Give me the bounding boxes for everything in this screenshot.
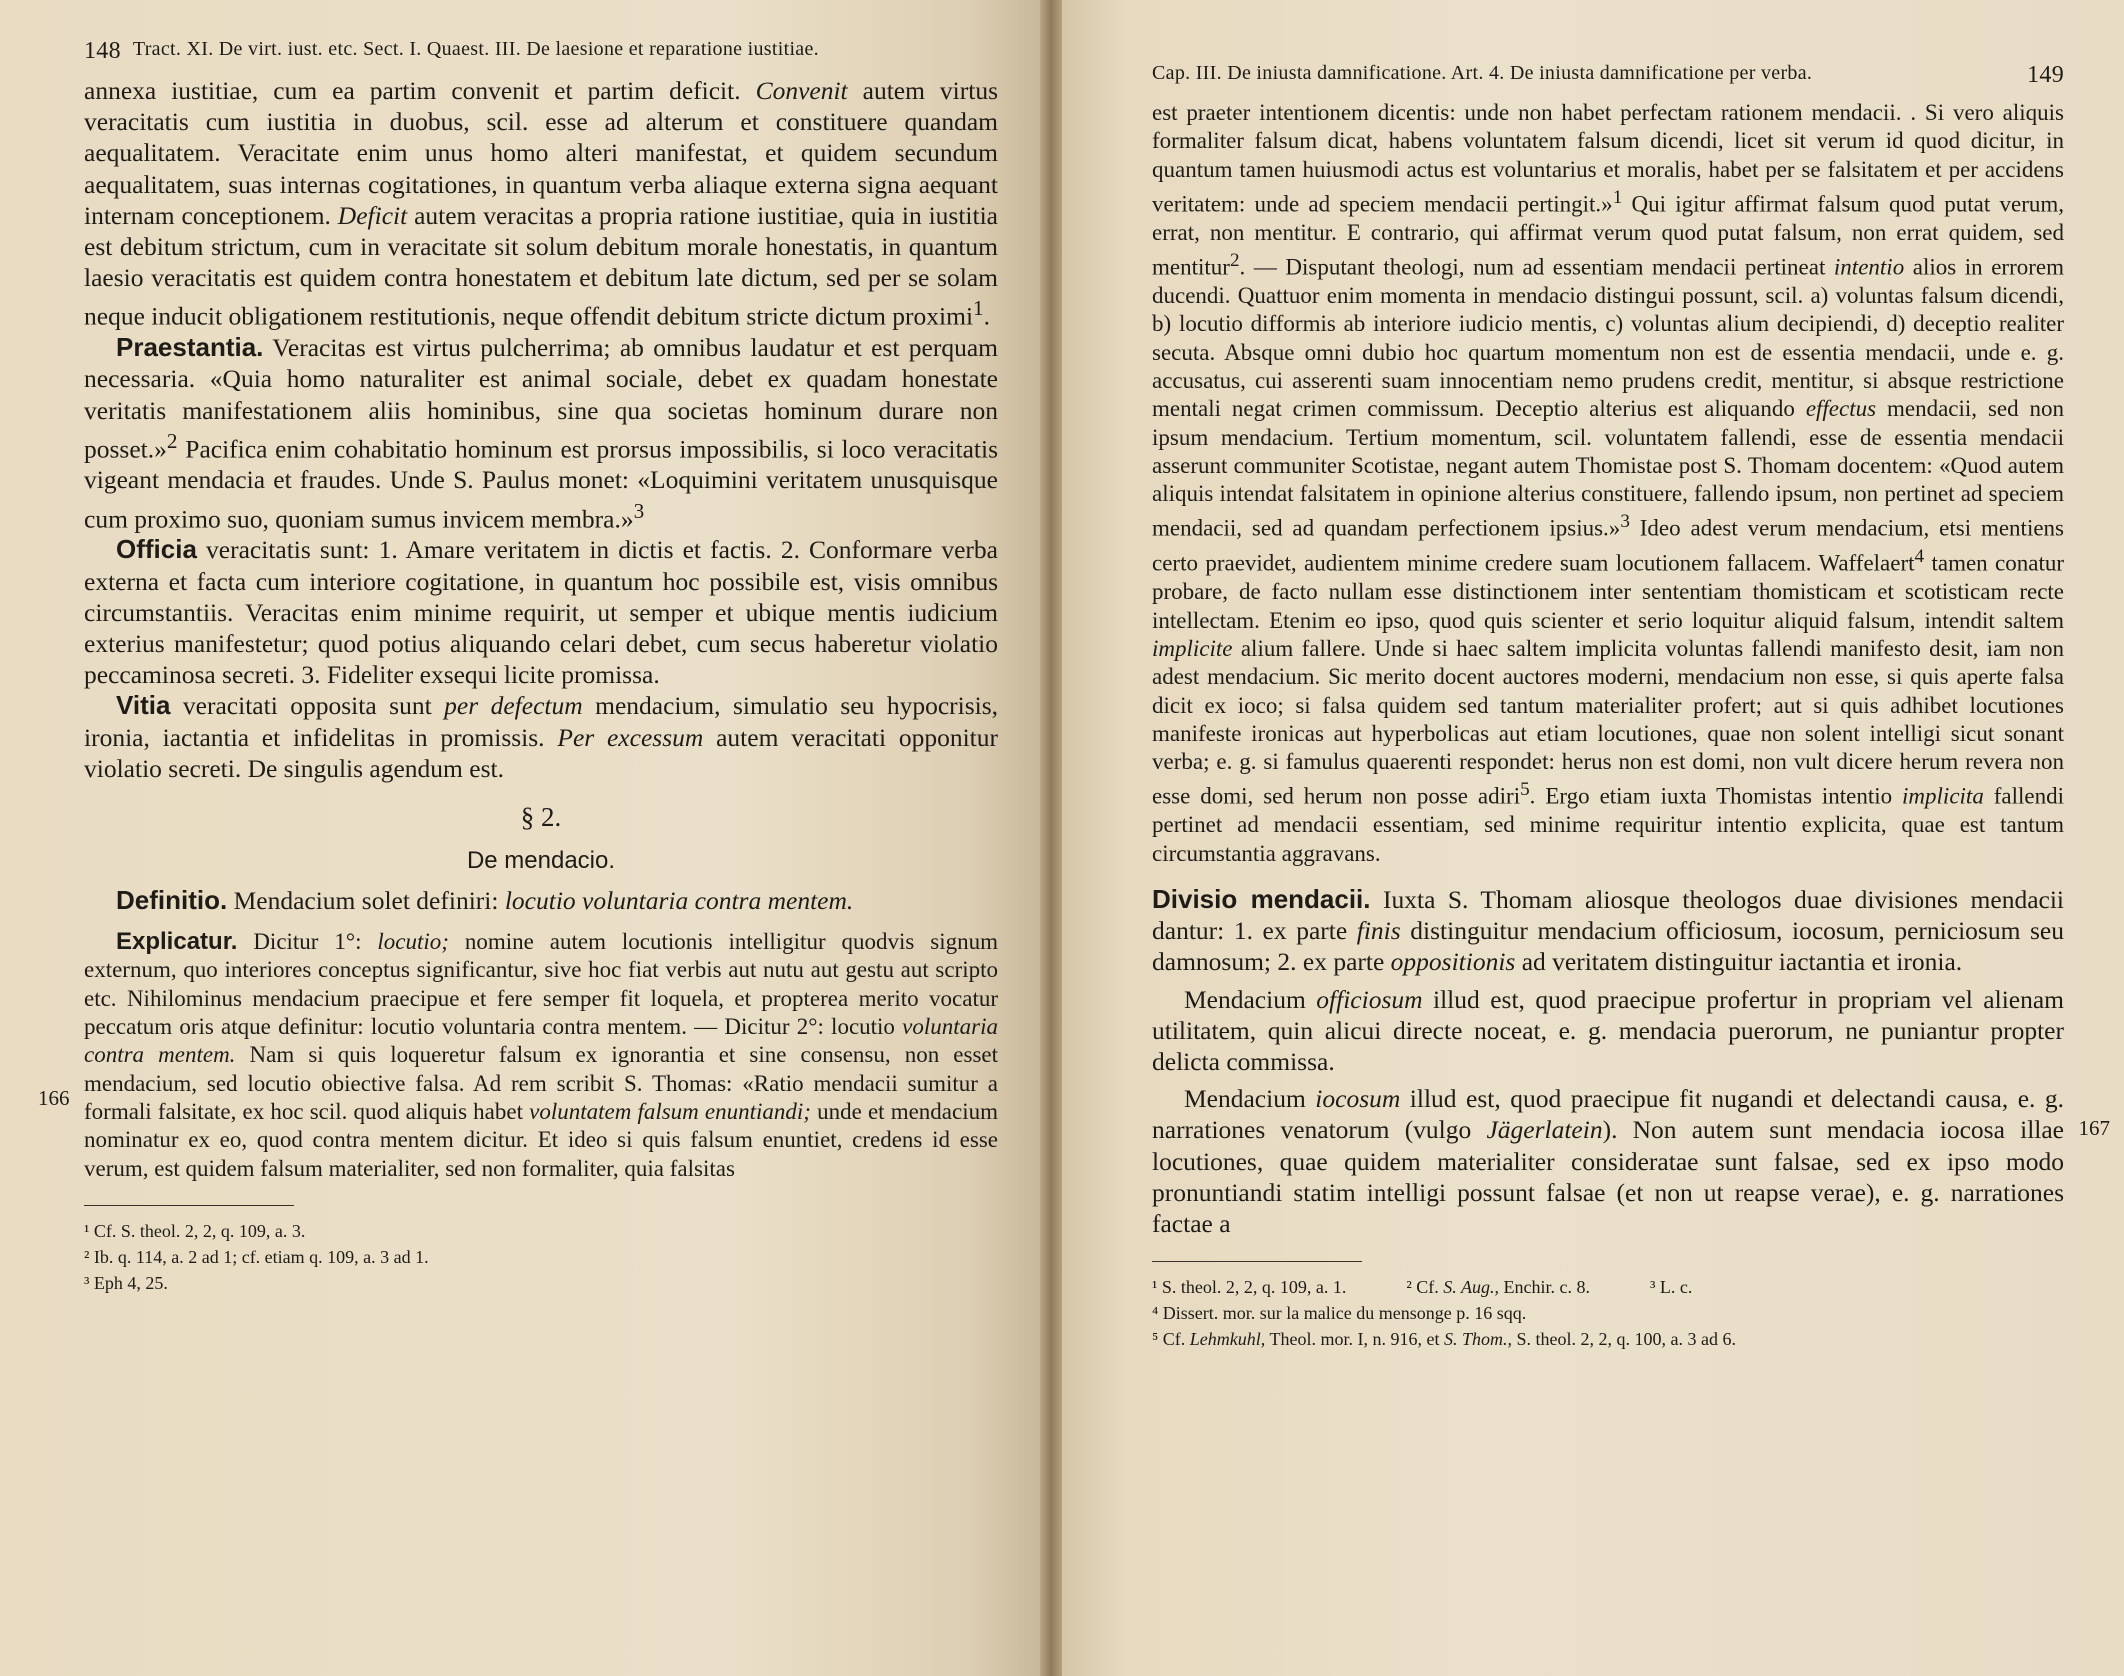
- right-page-number: 149: [2027, 62, 2064, 88]
- divisio-heading: Divisio mendacii.: [1152, 884, 1371, 914]
- right-continuation: [1152, 99, 2064, 868]
- praestantia-heading: Praestantia.: [116, 332, 264, 363]
- left-running-head-text: Tract. XI. De virt. iust. etc. Sect. I. Quaest. III. De laesione et reparatione iustitiae.: [132, 38, 819, 60]
- right-footnotes: [1152, 1274, 2064, 1352]
- footnote-ref: 1: [973, 296, 984, 321]
- footnote-row: [1152, 1274, 2064, 1300]
- footnote-ref: 1: [1612, 186, 1623, 208]
- right-margin-number: 167: [2078, 1116, 2110, 1140]
- footnote-ref: 2: [166, 428, 178, 453]
- footnote-ref: 5: [1520, 779, 1530, 801]
- footnote: ³ Eph 4, 25.: [84, 1272, 168, 1293]
- left-running-head: [84, 38, 998, 65]
- book-gutter: [1040, 0, 1062, 1676]
- definitio-paragraph: Definitio. Mendacium solet definiri: locutio voluntaria contra mentem.: [116, 884, 854, 915]
- officia-heading: Officia: [116, 534, 197, 565]
- definitio-heading: Definitio.: [116, 884, 228, 915]
- footnote: ³ L. c.: [1649, 1277, 1693, 1298]
- iocosum-paragraph: Mendacium iocosum illud est, quod praecipue fit nugandi et delectandi causa, e. g. narrationes venatorum (vulgo Jägerlatein). Non autem sunt mendacia iocosa illae locutiones, quae quidem materialiter consideratae sunt falsae, sed ex ipso modo pronuntiandi statim intelligi possunt falsae (et non ut reapse verae), e. g. narrationes factae a: [1152, 1084, 2064, 1239]
- vitia-heading: Vitia: [116, 690, 171, 721]
- praestantia-paragraph: Praestantia. Veracitas est virtus pulcherrima; ab omnibus laudatur et est perquam necessaria. «Quia homo naturaliter est animal sociale, debet ex quadam honestate veritatis manifestationem aliis hominibus, sine qua societas hominum durare non posset.»$^2$ Pacifica enim cohabitatio hominum est prorsus impossibilis, si loco veracitatis vigeant mendacia et fraudes. Unde S. Paulus monet: «Loquimini veritatem unusquisque cum proximo suo, quoniam sumus invicem membra.»$^3$: [84, 332, 998, 534]
- explicatur-heading: Explicatur.: [116, 928, 238, 956]
- footnote: ⁴ Dissert. mor. sur la malice du mensonge p. 16 sqq.: [1152, 1303, 1527, 1324]
- right-running-head: [1152, 62, 2064, 89]
- footnote: ² Ib. q. 114, a. 2 ad 1; cf. etiam q. 109, a. 3 ad 1.: [84, 1246, 429, 1267]
- left-margin-number: 166: [38, 1086, 70, 1110]
- section-title: De mendacio.: [466, 846, 616, 874]
- footnote-ref: 3: [633, 498, 645, 523]
- footnote: ¹ Cf. S. theol. 2, 2, q. 109, a. 3.: [84, 1220, 306, 1241]
- definitio-block: [84, 885, 998, 916]
- footnote-ref: 2: [1229, 250, 1240, 272]
- footnote: ² Cf. S. Aug., Enchir. c. 8.: [1406, 1277, 1590, 1298]
- footnote-rule: [1152, 1261, 1362, 1262]
- continuation-paragraph: est praeter intentionem dicentis: unde non habet perfectam rationem mendacii. . Si vero aliquis formaliter falsum dicat, habens voluntatem falsum dicendi, licet sit verum id quod dicitur, in quantum tamen huiusmodi actus est voluntarius et moralis, habet per se falsitatem et per accidens veritatem: unde ad speciem mendacii pertingit.»$^1$ Qui igitur affirmat falsum quod putat verum, errat, non mentitur. E contrario, qui affirmat verum quod putat falsum, non errat quidem, sed mentitur$^2$. — Disputant theologi, num ad essentiam mendacii pertineat intentio alios in errorem ducendi. Quattuor enim momenta in mendacio distingui possunt, scil. a) voluntas falsum dicendi, b) locutio difformis ab interiore iudicio mentis, c) voluntas alium decipiendi, d) deceptio realiter secuta. Absque omni dubio hoc quartum momentum non est de essentia mendacii, unde e. g. accusatus, cui asserenti suam innocentiam nemo prudens credit, mentitur, si absque restrictione mentali negat crimen commissum. Deceptio alterius est aliquando effectus mendacii, sed non ipsum mendacium. Tertium momentum, scil. voluntatem fallendi, esse de essentia mendacii asserunt communiter Scotistae, negant autem Thomistae post S. Thomam docentem: «Quod autem aliquis intendat falsitatem in opinione alterius constituere, fallendo ipsum, non pertinet ad speciem mendacii, sed ad quandam perfectionem ipsius.»$^3$ Ideo adest verum mendacium, etsi mentiens certo praevidet, audientem minime credere suam locutionem fallacem. Waffelaert$^4$ tamen conatur probare, de facto nullam esse distinctionem inter sententiam thomisticam et scotisticam recte intellectam. Etenim eo ipso, quod quis scienter et serio loquitur aliquid falsum, intendit saltem implicite alium fallere. Unde si haec saltem implicita voluntas fallendi manifesto desit, iam non adest mendacium. Sic merito docent auctores moderni, mendacium non esse, si quis aperte falsa dicit ex ioco; si falsa quidem sed tantum materialiter profert; aut si quis adhibet locutiones manifeste ironicas aut hyperbolicas aut etiam locutiones, quae non solent intelligi sicut sonant verba; e. g. si famulus quaerenti respondet: herus non est domi, non vult dicere herum revera non esse domi, sed herum non posse adiri$^5$. Ergo etiam iuxta Thomistas intentio implicita fallendi pertinet ad mendacii essentiam, sed minime requiritur intentio explicita, quae est tantum circumstantia aggravans.: [1152, 100, 2065, 866]
- intro-paragraph: annexa iustitiae, cum ea partim convenit et partim deficit. Convenit autem virtus veracitatis cum iustitia in duobus, scil. esse ad alterum et constituere quandam aequalitatem. Veracitate enim unus homo alteri manifestat, et quidem secundum aequalitatem, suas internas cogitationes, in quantum verba aliaque externa signa aequant internam conceptionem. Deficit autem veracitas a propria ratione iustitiae, quia in iustitia est debitum strictum, cum in veracitate sit solum debitum morale honestatis, in quantum laesio veracitatis est quidem contra honestatem et debitum late dictum, sed per se solam neque inducit obligationem restitutionis, neque offendit debitum stricte dictum proximi$^1$.: [84, 76, 998, 331]
- divisio-paragraph: Divisio mendacii. Iuxta S. Thomam aliosque theologos duae divisiones mendacii dantur: 1. ex parte finis distinguitur mendacium officiosum, iocosum, perniciosum seu damnosum; 2. ex parte oppositionis ad veritatem distinguitur iactantia et ironia.: [1152, 884, 2065, 977]
- left-footnotes: [84, 1218, 998, 1296]
- footnote: ¹ S. theol. 2, 2, q. 109, a. 1.: [1152, 1277, 1347, 1298]
- footnote-ref: 4: [1914, 546, 1925, 568]
- section-mark: § 2.: [520, 801, 562, 832]
- vitia-paragraph: Vitia veracitati opposita sunt per defectum mendacium, simulatio seu hypocrisis, ironia, iactantia et infidelitas in promissis. Per excessum autem veracitati opponitur violatio secreti. De singulis agendum est.: [84, 690, 999, 783]
- footnote: ⁵ Cf. Lehmkuhl, Theol. mor. I, n. 916, et S. Thom., S. theol. 2, 2, q. 100, a. 3 ad 6.: [1152, 1329, 1736, 1350]
- left-page-number: 148: [84, 38, 121, 64]
- left-page: [0, 0, 1040, 1676]
- right-running-head-text: Cap. III. De iniusta damnificatione. Art. 4. De iniusta damnificatione per verba.: [1152, 62, 1813, 84]
- officiosum-paragraph: Mendacium officiosum illud est, quod praecipue profertur in propriam vel alienam utilitatem, quin alicui directe noceat, e. g. mendacia puerorum, ne puniantur propter delicta commissa.: [1152, 984, 2065, 1077]
- explicatur-block: [84, 928, 998, 1183]
- footnote-ref: 3: [1620, 511, 1630, 533]
- officia-paragraph: Officia veracitatis sunt: 1. Amare veritatem in dictis et factis. 2. Conformare verba externa et facta cum interiore cogitatione, in quantum hoc possibile est, visis omnibus circumstantiis. Veracitas enim minime requirit, ut semper et ubique mentis iudicium exterius manifestetur; quod potius aliquando celari debet, cum secus haberetur violatio peccaminosa secreti. 3. Fideliter exsequi licite promissa.: [84, 534, 998, 690]
- left-body: [84, 75, 998, 784]
- footnote-rule: [84, 1205, 294, 1206]
- explicatur-paragraph: Explicatur. Dicitur 1°: locutio; nomine autem locutionis intelligitur quodvis signum externum, quo interiores conceptus significantur, sive hoc fiat verbis aut nutu aut gestu aut scripto etc. Nihilominus mendacium praecipue et fere semper fit loquela, et propterea merito vocatur peccatum oris atque definitur: locutio voluntaria contra mentem. — Dicitur 2°: locutio voluntaria contra mentem. Nam si quis loqueretur falsum ex ignorantia et sine consensu, non esset mendacium, sed locutio obiective falsa. Ad rem scribit S. Thomas: «Ratio mendacii sumitur a formali falsitate, ex hoc scil. quod aliquis habet voluntatem falsum enuntiandi; unde et mendacium nominatur ex eo, quod contra mentem dicitur. Et ideo si quis falsum enuntiet, credens id esse verum, est quidem falsum materialiter, sed non formaliter, quia falsitas: [84, 928, 999, 1181]
- right-page: [1062, 0, 2124, 1676]
- right-body: [1152, 884, 2064, 1239]
